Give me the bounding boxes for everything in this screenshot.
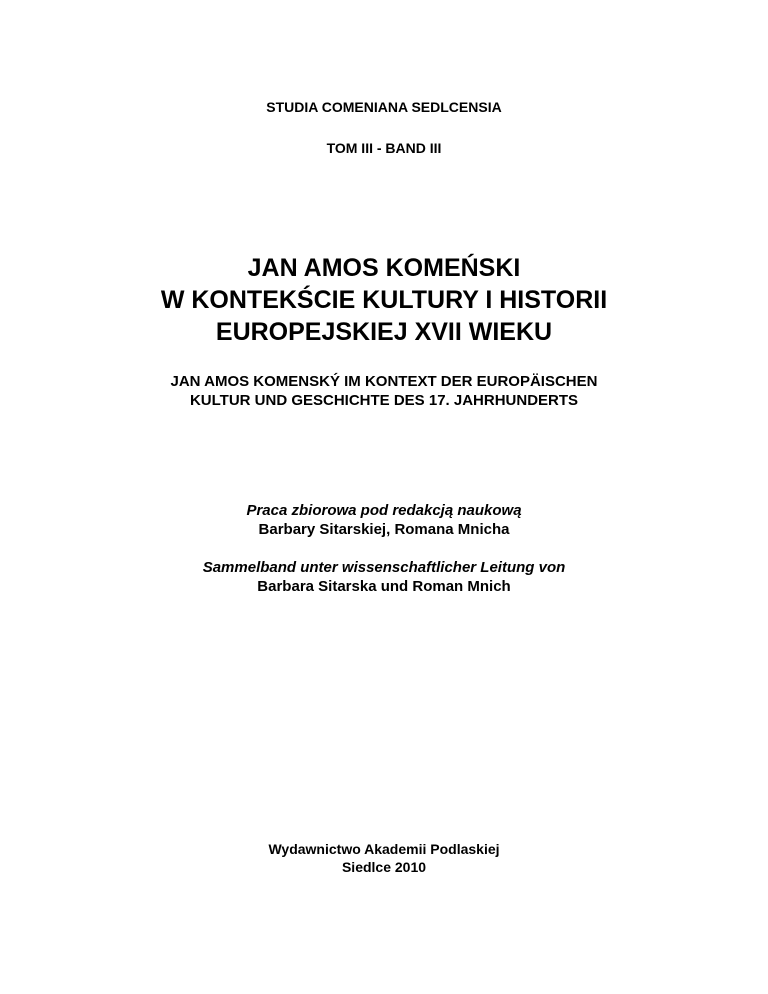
- volume-number: TOM III - BAND III: [326, 140, 442, 156]
- editors-german-label: Sammelband unter wissenschaftlicher Leitung von: [202, 559, 566, 576]
- editors-german: [0, 558, 768, 596]
- main-title-line-1: JAN AMOS KOMEŃSKI: [247, 254, 521, 282]
- editors-polish-label: Praca zbiorowa pod redakcją naukową: [246, 502, 522, 519]
- subtitle-line-1: JAN AMOS KOMENSKÝ IM KONTEXT DER EUROPÄISCHEN: [170, 373, 598, 390]
- editors-polish: [0, 501, 768, 539]
- editors-german-names: Barbara Sitarska und Roman Mnich: [257, 578, 511, 595]
- publisher-name: Wydawnictwo Akademii Podlaskiej: [268, 841, 500, 857]
- subtitle-line-2: KULTUR UND GESCHICHTE DES 17. JAHRHUNDERTS: [189, 392, 579, 409]
- main-title-line-3: EUROPEJSKIEJ XVII WIEKU: [215, 318, 553, 346]
- subtitle: [0, 372, 768, 410]
- main-title-line-2: W KONTEKŚCIE KULTURY I HISTORII: [160, 286, 608, 314]
- series-title: STUDIA COMENIANA SEDLCENSIA: [266, 99, 502, 115]
- publisher-place-year: Siedlce 2010: [341, 859, 427, 875]
- publisher: [0, 840, 768, 876]
- editors-polish-names: Barbary Sitarskiej, Romana Mnicha: [258, 521, 510, 538]
- main-title: [0, 252, 768, 348]
